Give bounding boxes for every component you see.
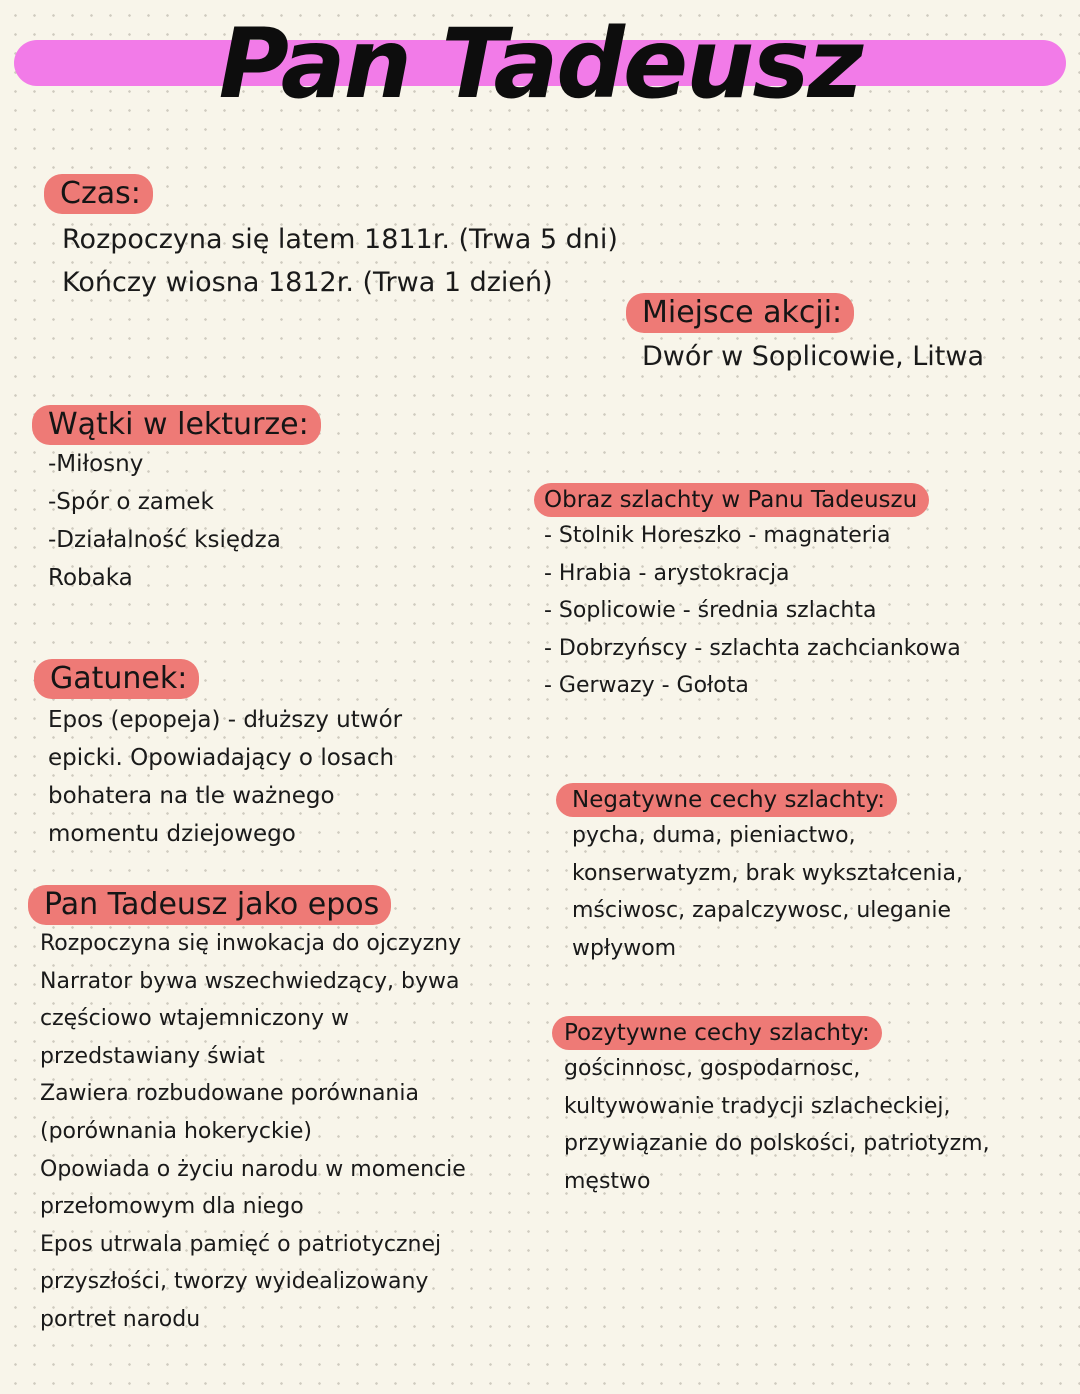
obraz-line: - Stolnik Horeszko - magnateria bbox=[544, 523, 891, 548]
pozytywne-line: gościnnosc, gospodarnosc, bbox=[564, 1056, 861, 1081]
gatunek-section bbox=[34, 659, 402, 853]
obraz-line: - Soplicowie - średnia szlachta bbox=[544, 598, 877, 624]
epos-line: przedstawiany świat bbox=[40, 1043, 265, 1069]
gatunek-line: momentu dziejowego bbox=[48, 821, 296, 847]
obraz-line: - Dobrzyńscy - szlachta zachciankowa bbox=[544, 635, 961, 661]
czas-line: Kończy wiosna 1812r. (Trwa 1 dzień) bbox=[62, 267, 553, 298]
watki-line: -Spór o zamek bbox=[48, 489, 214, 515]
negatywne-line: konserwatyzm, brak wykształcenia, bbox=[572, 860, 963, 886]
epos-line: Rozpoczyna się inwokacja do ojczyzny bbox=[40, 931, 462, 956]
negatywne-line: wpływom bbox=[572, 935, 677, 961]
pozytywne-section bbox=[552, 1016, 990, 1200]
epos-line: portret narodu bbox=[40, 1306, 201, 1332]
pozytywne-line: kultywowanie tradycji szlacheckiej, bbox=[564, 1093, 951, 1119]
epos-line: przyszłości, tworzy wyidealizowany bbox=[40, 1269, 429, 1295]
negatywne-line: pycha, duma, pieniactwo, bbox=[572, 823, 856, 848]
epos-heading: Pan Tadeusz jako epos bbox=[28, 885, 391, 925]
negatywne-heading: Negatywne cechy szlachty: bbox=[556, 783, 897, 817]
obraz-line: - Hrabia - arystokracja bbox=[544, 560, 790, 586]
watki-line: -Działalność księdza bbox=[48, 527, 281, 553]
pozytywne-heading: Pozytywne cechy szlachty: bbox=[552, 1016, 882, 1050]
miejsce-line: Dwór w Soplicowie, Litwa bbox=[642, 341, 985, 372]
czas-heading: Czas: bbox=[44, 174, 153, 214]
watki-line: Robaka bbox=[48, 565, 133, 591]
negatywne-line: mściwosc, zapalczywosc, uleganie bbox=[572, 898, 951, 924]
gatunek-line: bohatera na tle ważnego bbox=[48, 783, 335, 809]
epos-line: częściowo wtajemniczony w bbox=[40, 1006, 350, 1032]
miejsce-section bbox=[626, 293, 984, 378]
czas-section bbox=[44, 174, 618, 304]
gatunek-line: Epos (epopeja) - dłuższy utwór bbox=[48, 707, 403, 733]
page-title: Pan Tadeusz bbox=[218, 8, 862, 120]
watki-line: -Miłosny bbox=[48, 451, 144, 477]
epos-line: Epos utrwala pamięć o patriotycznej bbox=[40, 1231, 442, 1257]
miejsce-heading: Miejsce akcji: bbox=[626, 293, 854, 333]
czas-line: Rozpoczyna się latem 1811r. (Trwa 5 dni) bbox=[62, 224, 618, 255]
epos-line: Opowiada o życiu narodu w momencie bbox=[40, 1156, 466, 1182]
obraz-line: - Gerwazy - Gołota bbox=[544, 673, 749, 699]
gatunek-heading: Gatunek: bbox=[34, 659, 199, 699]
pozytywne-line: przywiązanie do polskości, patriotyzm, bbox=[564, 1131, 990, 1157]
obraz-section bbox=[534, 483, 961, 705]
epos-line: Zawiera rozbudowane porównania bbox=[40, 1081, 419, 1107]
pozytywne-line: męstwo bbox=[564, 1168, 651, 1194]
gatunek-line: epicki. Opowiadający o losach bbox=[48, 745, 395, 771]
negatywne-section bbox=[556, 783, 963, 967]
watki-heading: Wątki w lekturze: bbox=[32, 405, 321, 445]
epos-line: (porównania hokeryckie) bbox=[40, 1118, 313, 1144]
epos-line: Narrator bywa wszechwiedzący, bywa bbox=[40, 968, 460, 994]
obraz-heading: Obraz szlachty w Panu Tadeuszu bbox=[534, 483, 929, 517]
epos-line: przełomowym dla niego bbox=[40, 1194, 304, 1220]
watki-section bbox=[32, 405, 321, 597]
epos-section bbox=[28, 885, 466, 1339]
